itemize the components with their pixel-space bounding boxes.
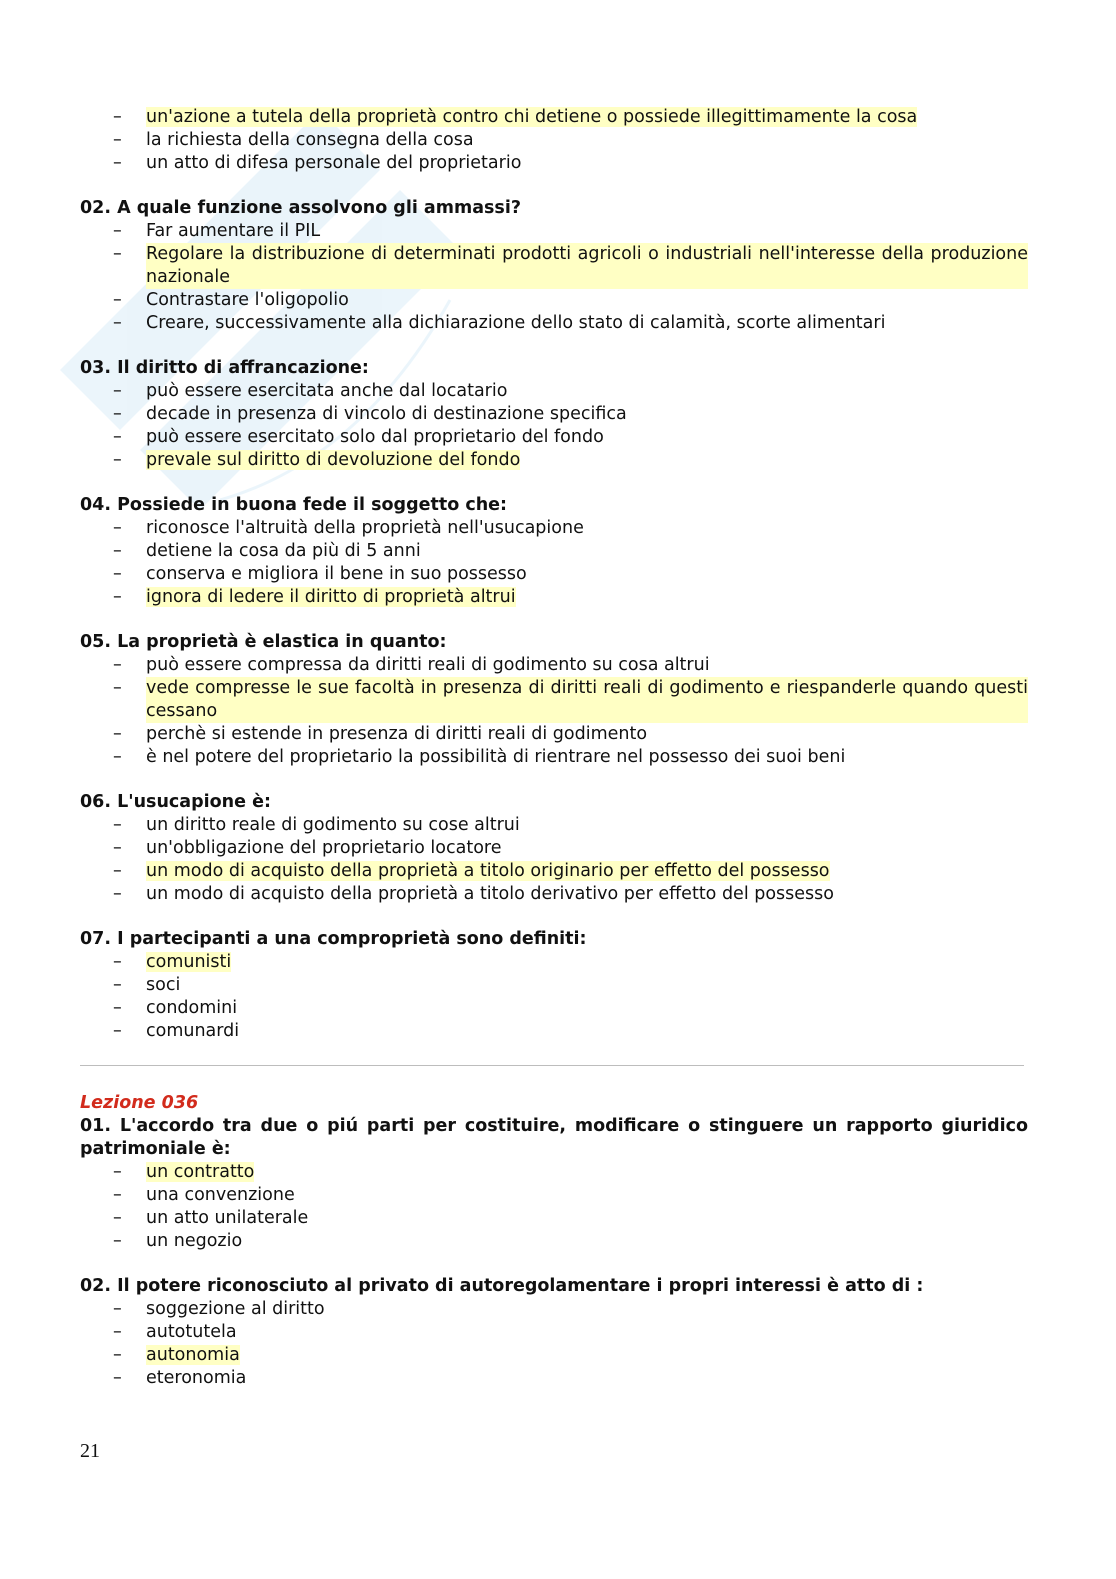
correct-answer-text: comunisti: [146, 952, 232, 972]
dash-bullet: –: [113, 838, 122, 858]
answer-text: decade in presenza di vincolo di destinazione specifica: [146, 404, 627, 424]
dash-bullet: –: [113, 221, 122, 241]
answer-option: [80, 1020, 1028, 1043]
answer-option: [80, 1230, 1028, 1253]
dash-bullet: –: [113, 1185, 122, 1205]
dash-bullet: –: [113, 1162, 122, 1182]
correct-answer-text: Regolare la distribuzione di determinati prodotti agricoli o industriali nell'interesse della produzione nazionale: [146, 244, 1028, 287]
dash-bullet: –: [113, 153, 122, 173]
answer-option: [80, 1367, 1028, 1390]
dash-bullet: –: [113, 1322, 122, 1342]
correct-answer-text: ignora di ledere il diritto di proprietà altrui: [146, 587, 516, 607]
answer-option: [80, 380, 1028, 403]
correct-answer-text: prevale sul diritto di devoluzione del fondo: [146, 450, 521, 470]
answer-text: detiene la cosa da più di 5 anni: [146, 541, 421, 561]
answer-option: [80, 1298, 1028, 1321]
document-page: [80, 106, 1028, 1412]
dash-bullet: –: [113, 998, 122, 1018]
answer-option: [80, 426, 1028, 449]
answer-text: riconosce l'altruità della proprietà nell'usucapione: [146, 518, 584, 538]
answer-options-list: [80, 220, 1028, 335]
answer-text: soggezione al diritto: [146, 1299, 325, 1319]
answer-text: un'obbligazione del proprietario locatore: [146, 838, 502, 858]
correct-answer-text: un modo di acquisto della proprietà a titolo originario per effetto del possesso: [146, 861, 830, 881]
answer-options-list: [80, 517, 1028, 609]
answer-text: comunardi: [146, 1021, 240, 1041]
correct-answer-text: un'azione a tutela della proprietà contro chi detiene o possiede illegittimamente la cosa: [146, 107, 918, 127]
answer-option: [80, 540, 1028, 563]
answer-text: un atto unilaterale: [146, 1208, 309, 1228]
answer-text: Far aumentare il PIL: [146, 221, 321, 241]
section-divider: [80, 1065, 1024, 1066]
dash-bullet: –: [113, 290, 122, 310]
answer-text: un diritto reale di godimento su cose altrui: [146, 815, 520, 835]
dash-bullet: –: [113, 564, 122, 584]
answer-option: [80, 563, 1028, 586]
question-heading: 04. Possiede in buona fede il soggetto che:: [80, 495, 508, 515]
answer-option: [80, 837, 1028, 860]
answer-option: [80, 654, 1028, 677]
answer-option: [80, 449, 1028, 472]
dash-bullet: –: [113, 1021, 122, 1041]
dash-bullet: –: [113, 1299, 122, 1319]
answer-text: soci: [146, 975, 181, 995]
dash-bullet: –: [113, 975, 122, 995]
dash-bullet: –: [113, 313, 122, 333]
answer-text: può essere esercitata anche dal locatario: [146, 381, 508, 401]
question-heading: 01. L'accordo tra due o piú parti per costituire, modificare o stinguere un rapporto giuridico patrimoniale è:: [80, 1116, 1028, 1159]
dash-bullet: –: [113, 747, 122, 767]
answer-option: [80, 951, 1028, 974]
question-heading: 06. L'usucapione è:: [80, 792, 271, 812]
question-heading: 05. La proprietà è elastica in quanto:: [80, 632, 447, 652]
section-lesson-036: [80, 1115, 1028, 1390]
dash-bullet: –: [113, 130, 122, 150]
dash-bullet: –: [113, 724, 122, 744]
answer-text: Creare, successivamente alla dichiarazione dello stato di calamità, scorte alimentari: [146, 313, 886, 333]
answer-options-list: [80, 951, 1028, 1043]
answer-option: [80, 403, 1028, 426]
answer-text: conserva e migliora il bene in suo possesso: [146, 564, 527, 584]
dash-bullet: –: [113, 861, 122, 881]
answer-option: [80, 997, 1028, 1020]
dash-bullet: –: [113, 541, 122, 561]
answer-text: eteronomia: [146, 1368, 247, 1388]
dash-bullet: –: [113, 1345, 122, 1365]
answer-option: [80, 860, 1028, 883]
dash-bullet: –: [113, 1231, 122, 1251]
dash-bullet: –: [113, 381, 122, 401]
correct-answer-text: autonomia: [146, 1345, 240, 1365]
answer-options-list: [80, 814, 1028, 906]
answer-option: [80, 106, 1028, 129]
answer-text: condomini: [146, 998, 238, 1018]
answer-option: [80, 723, 1028, 746]
correct-answer-text: un contratto: [146, 1162, 255, 1182]
page-number: 21: [80, 1440, 100, 1462]
answer-option: [80, 1344, 1028, 1367]
dash-bullet: –: [113, 884, 122, 904]
question-heading: 07. I partecipanti a una comproprietà sono definiti:: [80, 929, 587, 949]
answer-option: [80, 814, 1028, 837]
answer-text: è nel potere del proprietario la possibilità di rientrare nel possesso dei suoi beni: [146, 747, 846, 767]
question-heading: 02. Il potere riconosciuto al privato di autoregolamentare i propri interessi è atto di :: [80, 1276, 924, 1296]
answer-option: [80, 312, 1028, 335]
question-heading: 02. A quale funzione assolvono gli ammassi?: [80, 198, 521, 218]
answer-option: [80, 677, 1028, 723]
dash-bullet: –: [113, 678, 122, 698]
answer-text: un negozio: [146, 1231, 243, 1251]
answer-option: [80, 1207, 1028, 1230]
answer-option: [80, 974, 1028, 997]
answer-option: [80, 883, 1028, 906]
answer-text: una convenzione: [146, 1185, 295, 1205]
answer-option: [80, 129, 1028, 152]
answer-text: perchè si estende in presenza di diritti reali di godimento: [146, 724, 648, 744]
dash-bullet: –: [113, 587, 122, 607]
answer-option: [80, 289, 1028, 312]
dash-bullet: –: [113, 518, 122, 538]
answer-text: può essere esercitato solo dal proprietario del fondo: [146, 427, 604, 447]
answer-text: la richiesta della consegna della cosa: [146, 130, 474, 150]
answer-option: [80, 1184, 1028, 1207]
answer-option: [80, 152, 1028, 175]
lesson-title: Lezione 036: [80, 1093, 199, 1113]
dash-bullet: –: [113, 107, 122, 127]
dash-bullet: –: [113, 427, 122, 447]
dash-bullet: –: [113, 404, 122, 424]
answer-options-list: [80, 654, 1028, 769]
section-lesson-035: [80, 197, 1028, 1043]
dash-bullet: –: [113, 815, 122, 835]
answer-text: autotutela: [146, 1322, 237, 1342]
answer-option: [80, 586, 1028, 609]
dash-bullet: –: [113, 952, 122, 972]
answer-option: [80, 220, 1028, 243]
dash-bullet: –: [113, 655, 122, 675]
correct-answer-text: vede compresse le sue facoltà in presenza di diritti reali di godimento e riespanderle quando questi cessano: [146, 678, 1028, 721]
answer-option: [80, 1321, 1028, 1344]
dash-bullet: –: [113, 450, 122, 470]
answer-option: [80, 746, 1028, 769]
answer-options-list: [80, 380, 1028, 472]
answer-option: [80, 1161, 1028, 1184]
top-options-list: [80, 106, 1028, 175]
answer-options-list: [80, 1161, 1028, 1253]
answer-text: Contrastare l'oligopolio: [146, 290, 349, 310]
answer-options-list: [80, 1298, 1028, 1390]
answer-text: può essere compressa da diritti reali di godimento su cosa altrui: [146, 655, 710, 675]
answer-text: un atto di difesa personale del proprietario: [146, 153, 522, 173]
dash-bullet: –: [113, 1368, 122, 1388]
question-heading: 03. Il diritto di affrancazione:: [80, 358, 369, 378]
answer-option: [80, 517, 1028, 540]
answer-option: [80, 243, 1028, 289]
answer-text: un modo di acquisto della proprietà a titolo derivativo per effetto del possesso: [146, 884, 835, 904]
dash-bullet: –: [113, 1208, 122, 1228]
dash-bullet: –: [113, 244, 122, 264]
